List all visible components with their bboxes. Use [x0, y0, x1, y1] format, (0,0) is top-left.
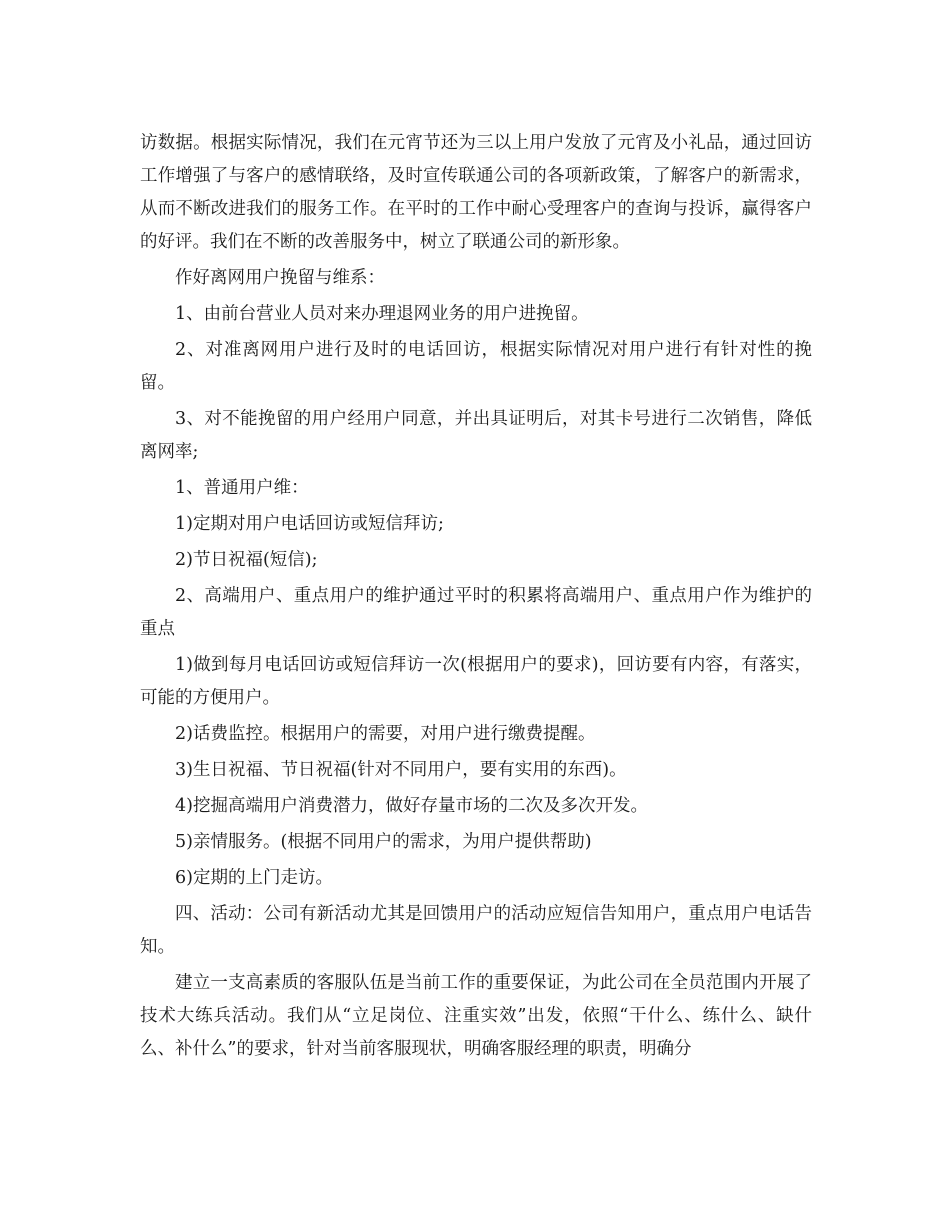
paragraph-vip-item-5: 5)亲情服务。(根据不同用户的需求，为用户提供帮助) — [175, 832, 592, 852]
paragraph-continuation: 访数据。根据实际情况，我们在元宵节还为三以上用户发放了元宵及小礼品，通过回访工作增强了与客户的感情联络，及时宣传联通公司的各项新政策，了解客户的新需求，从而不断改进我们的服务工作。在平时的工作中耐心受理客户的查询与投诉，赢得客户的好评。我们在不断的改善服务中，树立了联通公司的新形象。 — [140, 133, 812, 252]
paragraph-retention-item-1: 1、由前台营业人员对来办理退网业务的用户进挽留。 — [175, 304, 589, 324]
document-body — [140, 127, 812, 1069]
paragraph-team-building: 建立一支高素质的客服队伍是当前工作的重要保证，为此公司在全员范围内开展了技术大练兵活动。我们从“立足岗位、注重实效”出发，依照“干什么、练什么、缺什么、补什么”的要求，针对当前客服现状，明确客服经理的职责，明确分 — [140, 973, 812, 1059]
paragraph-regular-users-heading: 1、普通用户维： — [175, 478, 309, 498]
paragraph-retention-item-3: 3、对不能挽留的用户经用户同意，并出具证明后，对其卡号进行二次销售，降低离网率; — [140, 409, 812, 462]
paragraph-retention-heading: 作好离网用户挽留与维系： — [175, 268, 385, 288]
paragraph-retention-item-2: 2、对准离网用户进行及时的电话回访，根据实际情况对用户进行有针对性的挽留。 — [140, 340, 812, 393]
paragraph-vip-item-1: 1)做到每月电话回访或短信拜访一次(根据用户的要求)，回访要有内容，有落实，可能的方便用户。 — [140, 655, 812, 708]
paragraph-regular-users-item-2: 2)节日祝福(短信); — [175, 550, 318, 570]
paragraph-regular-users-item-1: 1)定期对用户电话回访或短信拜访; — [175, 514, 444, 534]
paragraph-vip-item-4: 4)挖掘高端用户消费潜力，做好存量市场的二次及多次开发。 — [175, 796, 648, 816]
paragraph-vip-item-2: 2)话费监控。根据用户的需要，对用户进行缴费提醒。 — [175, 724, 596, 744]
paragraph-vip-item-6: 6)定期的上门走访。 — [175, 868, 333, 888]
paragraph-vip-users-heading: 2、高端用户、重点用户的维护通过平时的积累将高端用户、重点用户作为维护的重点 — [140, 586, 812, 639]
paragraph-vip-item-3: 3)生日祝福、节日祝福(针对不同用户，要有实用的东西)。 — [175, 760, 627, 780]
paragraph-activities: 四、活动：公司有新活动尤其是回馈用户的活动应短信告知用户，重点用户电话告知。 — [140, 904, 812, 957]
